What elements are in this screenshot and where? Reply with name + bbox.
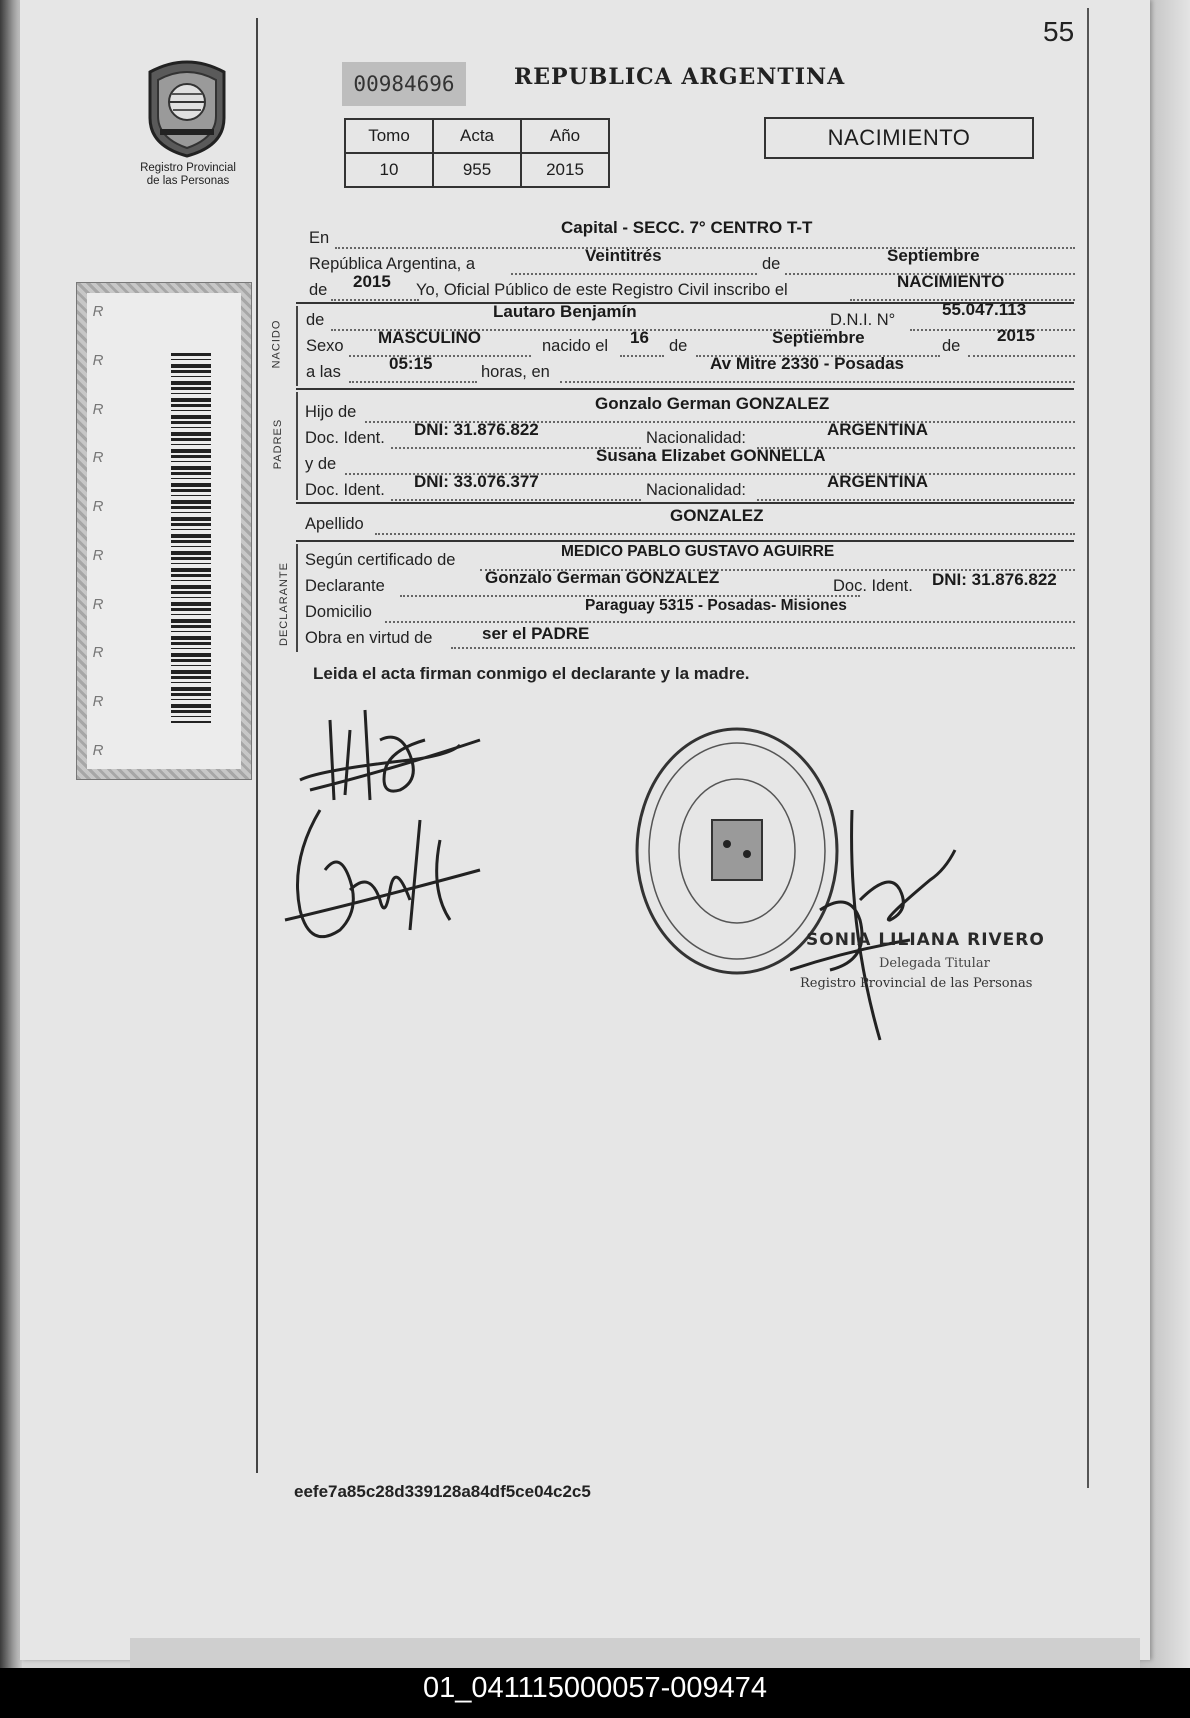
right-margin-rule xyxy=(1087,8,1089,1488)
document-type-box: NACIMIENTO xyxy=(764,117,1034,159)
section-divider xyxy=(296,540,1074,542)
certificate-value: MEDICO PABLO GUSTAVO AGUIRRE xyxy=(561,543,835,560)
day-words: Veintitrés xyxy=(585,246,662,265)
form-line-address: Domicilio Paraguay 5315 - Posadas- Misiones xyxy=(305,600,1075,624)
logo-caption: Registro Provincial de las Personas xyxy=(140,162,236,187)
country-title: REPUBLICA ARGENTINA xyxy=(514,64,846,90)
birth-place: Av Mitre 2330 - Posadas xyxy=(710,354,905,373)
left-margin-rule xyxy=(256,18,258,1473)
birth-time: 05:15 xyxy=(389,354,433,373)
barcode xyxy=(171,353,211,723)
mother-dni: DNI: 33.076.377 xyxy=(414,472,539,491)
mother-name: Susana Elizabet GONNELLA xyxy=(596,446,826,465)
form-line-sex-birth: Sexo MASCULINO nacido el 16 de Septiembre de 2015 xyxy=(305,334,1075,358)
form-line-father: Hijo de Gonzalo German GONZALEZ xyxy=(305,400,1075,424)
footer-file-id: 01_041115000057-009474 xyxy=(422,1672,768,1704)
child-dni: 55.047.113 xyxy=(942,300,1027,319)
page-bottom-strip xyxy=(130,1638,1140,1668)
serial-number: 00984696 xyxy=(342,62,466,106)
form-line-declarant: Declarante Gonzalo German GONZALEZ Doc. Ident. DNI: 31.876.822 xyxy=(305,568,1057,595)
birth-year: 2015 xyxy=(997,326,1035,345)
province-coat-of-arms-icon xyxy=(140,58,234,158)
form-line-place: En Capital - SECC. 7° CENTRO T-T xyxy=(305,226,1075,250)
section-label-declarante: DECLARANTE xyxy=(277,562,290,646)
birth-month: Septiembre xyxy=(772,328,865,347)
form-line-mother-doc: Doc. Ident. DNI: 33.076.377 Nacionalidad: ARGENTINA xyxy=(305,478,1075,502)
id-barcode-sticker xyxy=(76,282,252,780)
form-line-capacity: Obra en virtud de ser el PADRE xyxy=(305,626,1075,650)
table-header-ano: Año xyxy=(521,119,609,153)
form-line-surname: Apellido GONZALEZ xyxy=(305,512,1075,536)
form-line-date: República Argentina, a Veintitrés de Septiembre xyxy=(305,252,1075,276)
declarant-dni: DNI: 31.876.822 xyxy=(932,570,1057,589)
closing-statement: Leida el acta firman conmigo el declarante y la madre. xyxy=(313,664,750,683)
inscription-type: NACIMIENTO xyxy=(897,272,1005,291)
form-line-mother: y de Susana Elizabet GONNELLA xyxy=(305,452,1075,476)
document-hash: eefe7a85c28d339128a84df5ce04c2c5 xyxy=(294,1482,591,1501)
form-line-certificate: Según certificado de MEDICO PABLO GUSTAVO AGUIRRE xyxy=(305,548,1075,572)
father-name: Gonzalo German GONZALEZ xyxy=(595,394,830,413)
surname-value: GONZALEZ xyxy=(670,506,764,525)
month-value: Septiembre xyxy=(887,246,980,265)
binding-shadow xyxy=(0,0,22,1668)
form-line-inscription: de 2015 Yo, Oficial Público de este Registro Civil inscribo el NACIMIENTO xyxy=(305,278,1075,302)
table-value-acta: 955 xyxy=(433,153,521,187)
declarant-address: Paraguay 5315 - Posadas- Misiones xyxy=(585,597,847,614)
section-divider xyxy=(296,388,1074,390)
form-line-father-doc: Doc. Ident. DNI: 31.876.822 Nacionalidad: ARGENTINA xyxy=(305,426,1075,450)
table-header-tomo: Tomo xyxy=(345,119,433,153)
child-name: Lautaro Benjamín xyxy=(493,302,637,321)
form-line-time-place: a las 05:15 horas, en Av Mitre 2330 - Posadas xyxy=(305,360,1075,384)
form-line-child-name: de Lautaro Benjamín D.N.I. N° 55.047.113 xyxy=(305,308,1075,332)
table-header-acta: Acta xyxy=(433,119,521,153)
section-label-padres: PADRES xyxy=(272,418,285,470)
signature-declarant xyxy=(290,700,490,810)
sticker-pattern: R R R R R R R R R R xyxy=(92,303,104,759)
sex-value: MASCULINO xyxy=(378,328,481,347)
officer-name: SONIA LILIANA RIVERO xyxy=(806,930,1045,950)
table-value-ano: 2015 xyxy=(521,153,609,187)
table-value-tomo: 10 xyxy=(345,153,433,187)
declarant-capacity: ser el PADRE xyxy=(482,624,590,643)
officer-organization: Registro Provincial de las Personas xyxy=(800,976,1033,991)
page-number: 55 xyxy=(1043,16,1075,47)
section-divider xyxy=(296,502,1074,504)
signature-mother xyxy=(280,800,500,960)
declarant-name: Gonzalo German GONZALEZ xyxy=(485,568,720,587)
section-label-nacido: NACIDO xyxy=(270,319,283,369)
registry-table xyxy=(344,118,610,188)
mother-nationality: ARGENTINA xyxy=(827,472,929,491)
birth-day: 16 xyxy=(630,328,649,347)
father-dni: DNI: 31.876.822 xyxy=(414,420,539,439)
year-value: 2015 xyxy=(353,272,391,291)
father-nationality: ARGENTINA xyxy=(827,420,929,439)
place-value: Capital - SECC. 7° CENTRO T-T xyxy=(561,218,813,237)
officer-role: Delegada Titular xyxy=(879,956,990,971)
